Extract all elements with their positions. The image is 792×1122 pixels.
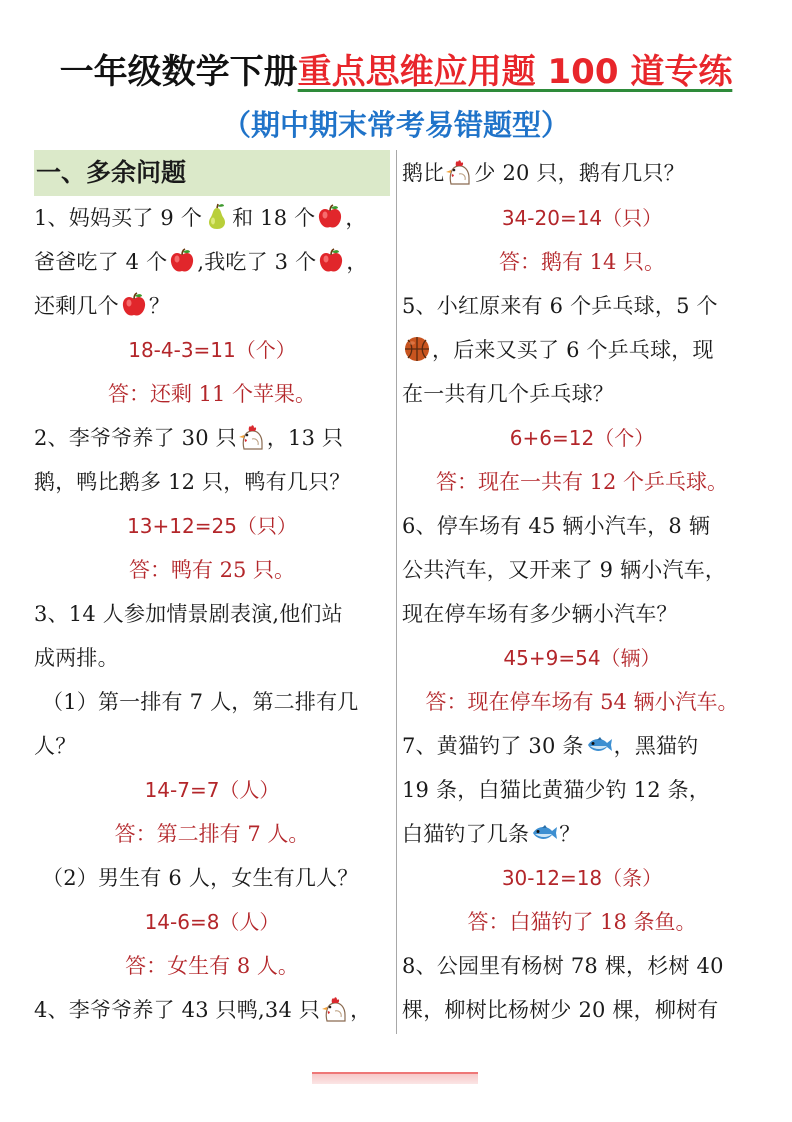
problem-line: [34, 240, 390, 284]
problem-line: [34, 416, 390, 460]
problem-7: [402, 724, 762, 944]
sub-question-2: （2）男生有 6 人，女生有几人？: [42, 866, 359, 890]
problem-line: [402, 812, 762, 856]
problem-line: 现在停车场有多少辆小汽车？: [402, 602, 678, 626]
problem-line: [34, 988, 390, 1032]
text-segment: 7、黄猫钓了 30 条: [402, 734, 584, 758]
problem-line: 19 条，白猫比黄猫少钓 12 条，: [402, 778, 711, 802]
text-segment: ，后来又买了 6 个乒乓球，现: [432, 338, 714, 362]
answer: 答：现在一共有 12 个乒乓球。: [435, 470, 729, 494]
answer: 答：鹅有 14 只。: [498, 250, 666, 274]
text-segment: ,我吃了 3 个: [197, 250, 317, 274]
problem-line: [34, 196, 390, 240]
problem-line: [402, 724, 762, 768]
problem-5: [402, 284, 762, 504]
problem-8: [402, 944, 762, 1032]
column-divider: [396, 150, 397, 1034]
text-segment: ，13 只: [266, 426, 344, 450]
equation: 45+9=54（辆）: [503, 646, 661, 670]
answer: 答：现在停车场有 54 辆小汽车。: [425, 690, 739, 714]
problem-line: 在一共有几个乒乓球？: [402, 382, 614, 406]
text-segment: 和 18 个: [232, 206, 316, 230]
chicken-icon: [445, 158, 473, 186]
problem-line: 棵，柳树比杨树少 20 棵，柳树有: [402, 998, 719, 1022]
problem-line: 8、公园里有杨树 78 棵，杉树 40: [402, 954, 724, 978]
title-part-red: 重点思维应用题 100 道专练: [297, 52, 733, 92]
problem-1: [34, 196, 390, 416]
text-segment: ，: [345, 206, 367, 230]
equation: 30-12=18（条）: [501, 866, 663, 890]
text-segment: 爸爸吃了 4 个: [34, 250, 168, 274]
right-column: [402, 150, 762, 1032]
page-title: [0, 44, 792, 100]
problem-line: 鹅，鸭比鹅多 12 只，鸭有几只？: [34, 470, 351, 494]
text-segment: 鹅比: [402, 161, 445, 185]
equation: 6+6=12（个）: [509, 426, 655, 450]
text-segment: 4、李爷爷养了 43 只鸭,34 只: [34, 998, 321, 1022]
problem-line: 成两排。: [34, 646, 119, 670]
answer: 答：女生有 8 人。: [125, 954, 299, 978]
problem-line: 公共汽车，又开来了 9 辆小汽车，: [402, 558, 727, 582]
problem-line: 6、停车场有 45 辆小汽车，8 辆: [402, 514, 711, 538]
answer: 答：白猫钓了 18 条鱼。: [467, 910, 697, 934]
text-segment: 1、妈妈买了 9 个: [34, 206, 203, 230]
problem-line: 3、14 人参加情景剧表演,他们站: [34, 602, 343, 626]
apple-icon: [316, 203, 344, 231]
text-segment: ，黑猫钓: [613, 734, 699, 758]
equation: 14-7=7（人）: [144, 778, 280, 802]
problem-2: [34, 416, 390, 592]
page-subtitle: （期中期末常考易错题型）: [221, 108, 570, 142]
apple-icon: [168, 247, 196, 275]
answer: 答：还剩 11 个苹果。: [107, 382, 317, 406]
title-part-black: 一年级数学下册: [59, 52, 298, 92]
apple-icon: [120, 291, 148, 319]
equation: 34-20=14（只）: [501, 206, 663, 230]
chicken-icon: [321, 995, 349, 1023]
problem-line: 5、小红原来有 6 个乒乓球，5 个: [402, 294, 718, 318]
equation: 14-6=8（人）: [144, 910, 280, 934]
fish-icon: [585, 731, 613, 759]
text-segment: 少 20 只，鹅有几只？: [474, 161, 685, 185]
pear-icon: [203, 203, 231, 231]
problem-line: [402, 328, 762, 372]
answer: 答：鸭有 25 只。: [128, 558, 296, 582]
problem-line: [34, 284, 390, 328]
text-segment: ？: [559, 822, 581, 846]
chicken-icon: [238, 423, 266, 451]
problem-line: 人？: [34, 734, 77, 758]
problem-4-start: [34, 988, 390, 1032]
problem-3: [34, 592, 390, 988]
equation: 13+12=25（只）: [127, 514, 297, 538]
left-column: [34, 150, 390, 1032]
sub-question-1: （1）第一排有 7 人，第二排有几: [42, 690, 359, 714]
equation: 18-4-3=11（个）: [128, 338, 296, 362]
footer-decoration: [312, 1072, 478, 1084]
apple-icon: [317, 247, 345, 275]
problem-line: [402, 150, 762, 196]
fish-icon: [530, 819, 558, 847]
answer: 答：第二排有 7 人。: [114, 822, 310, 846]
text-segment: ？: [148, 294, 171, 318]
problem-4-continued: [402, 150, 762, 284]
text-segment: ，: [346, 250, 368, 274]
problem-6: [402, 504, 762, 724]
section-heading: 一、多余问题: [34, 150, 390, 196]
text-segment: 还剩几个: [34, 294, 119, 318]
basketball-icon: [403, 335, 431, 363]
text-segment: 白猫钓了几条: [402, 822, 530, 846]
text-segment: 2、李爷爷养了 30 只: [34, 426, 237, 450]
text-segment: ，: [350, 998, 372, 1022]
